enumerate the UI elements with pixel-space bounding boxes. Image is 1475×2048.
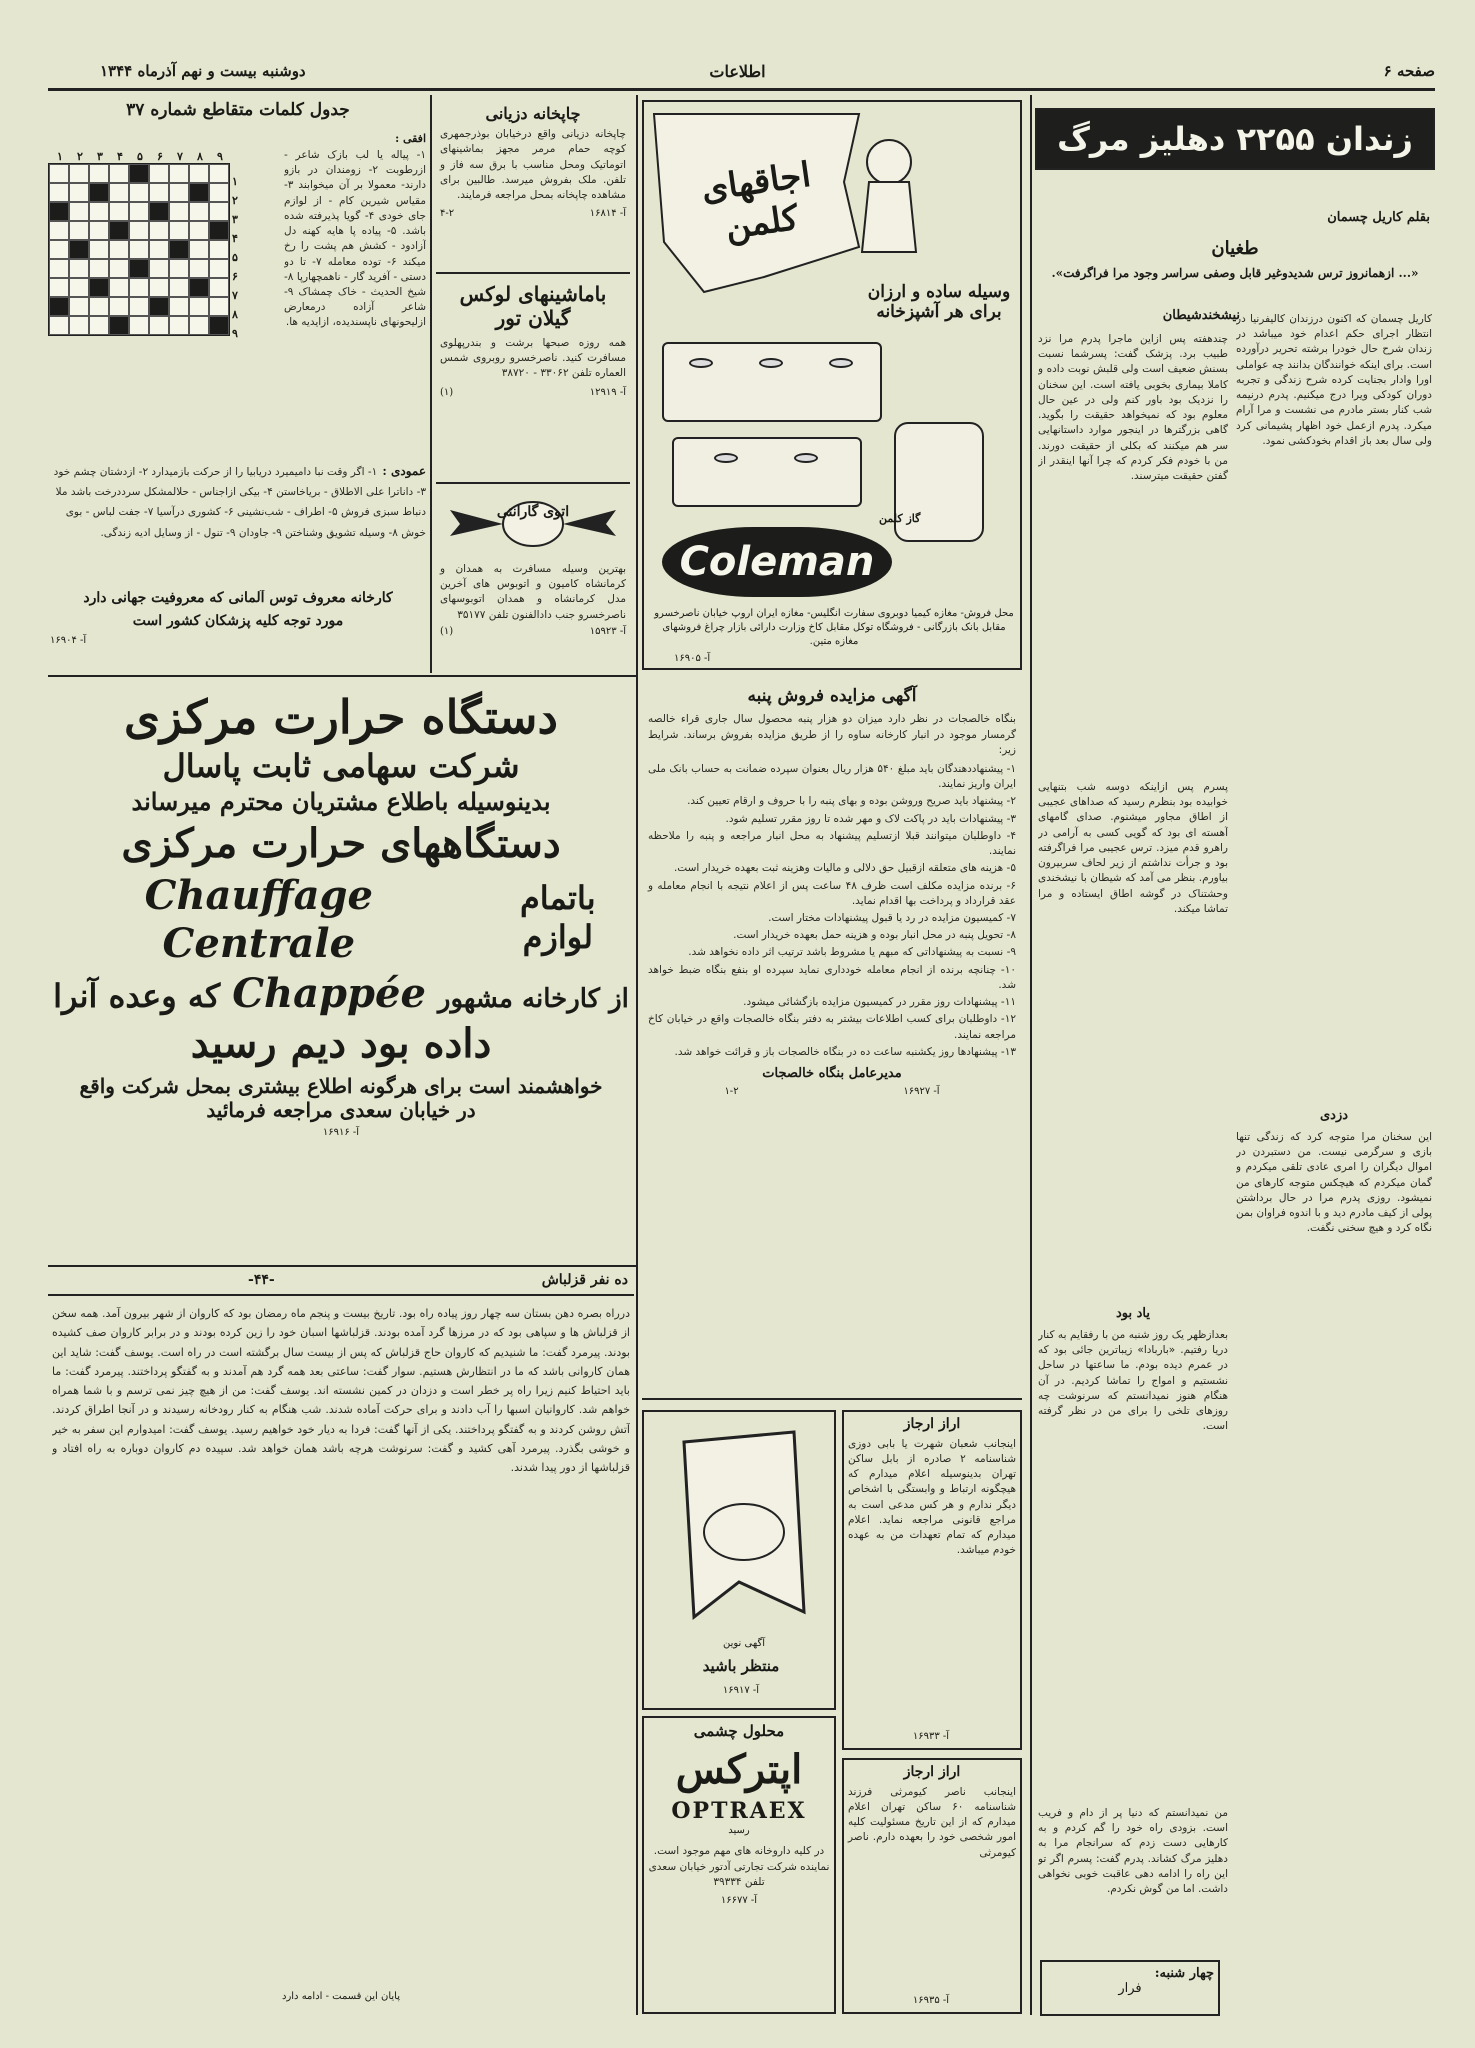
crossword-col-number: ۱ <box>57 150 63 163</box>
auction-item: ۶- برنده مزایده مکلف است ظرف ۴۸ ساعت پس از اعلام نتیجه با انجام معامله و عقد قرارداد و پرداخت بها اقدام نماید. <box>648 879 1016 907</box>
chef-body <box>862 182 916 252</box>
heating-promise: که وعده آنرا <box>53 977 221 1016</box>
crossword-cell[interactable] <box>89 259 109 278</box>
crossword-cell[interactable] <box>49 202 69 221</box>
crossword-cell[interactable] <box>49 221 69 240</box>
announcement-2-title: اراز ارجاز <box>903 1764 961 1780</box>
optraex-code: آ- ۱۶۶۷۷ <box>720 1895 758 1907</box>
crossword-cell[interactable] <box>189 278 209 297</box>
crossword-cell[interactable] <box>129 164 149 183</box>
coleman-brand-fa: اجاقهای کلمن <box>698 154 814 248</box>
announcement-2-code: آ- ۱۶۹۳۵ <box>912 1995 950 2006</box>
crossword-cell[interactable] <box>189 221 209 240</box>
crossword-cell[interactable] <box>129 278 149 297</box>
printing-house-text: چاپخانه دزیانی واقع درخیابان بوذرجمهری کوچه حمام مرمر مجهز بماشینهای اتوماتیک ومحل مناسب با برق سه فاز و تلفن. ملک بفروش میرسد. طالبین برای مشاهده چاپخانه بمحل مراجعه فرمایند. <box>440 128 626 202</box>
serial-text: درراه بصره دهن بستان سه چهار روز پیاده راه بود. تاریخ بیست و پنجم ماه رمضان بود که کاروان از شهر بیرون آمد. همه سخن از قزلباش ها و سپاهی بود که در مرزها گرد آمده بودند. قزلباشها اسبان خود را زین کرده بودند و در برابر کاروان صف کشیده بودند. پیرمرد گفت: ما شنیدیم که کاروان حاج قزلباش که پس از بیست سال برگشته است در راه است. یوسف گفت: شاید این همان کاروانی باشد که ما در انتظارش هستیم. سوار گفت: ساعتی بعد همه گرد هم آمدند و به گفتگو پرداختند. پیرمرد گفت: ما باید احتیاط کنیم زیرا راه پر خطر است و دزدان در کمین نشسته اند. یوسف گفت: من از هیچ چیز نمی ترسم و با شما همراه خواهم شد. کاروانیان اسبها را آب دادند و برای حرکت آماده شدند. شب هنگام به کنار رودخانه رسیدند و در آنجا اطراق کردند. آتش روشن کردند و به گفتگو پرداختند. یکی از آنها گفت: فردا به دیار خود خواهیم رسید. یوسف گفت: امیدوارم این سفر به خیر و خوشی بگذرد. پیرمرد آهی کشید و گفت: سرنوشت هرچه باشد همان خواهد شد. سپیده دم کاروان دوباره به راه افتاد و قزلباشها از دور پیدا شدند. <box>52 1307 630 1474</box>
bookmark-label: آگهی نوین <box>722 1638 765 1649</box>
transport-ad <box>436 488 630 672</box>
crossword-cell[interactable] <box>109 240 129 259</box>
printing-house-code: آ- ۱۶۸۱۴ <box>589 208 626 220</box>
prison-subhead-2: دزدی <box>1319 1108 1349 1123</box>
heating-product-fr: Chauffage Centrale <box>144 872 373 968</box>
auction-notice <box>642 680 1022 1400</box>
left-block-rule <box>48 675 636 677</box>
crossword-cell[interactable] <box>209 164 229 183</box>
transport-codes <box>440 625 626 639</box>
crossword-row-number: ۹ <box>232 327 238 340</box>
tus-line-1: کارخانه معروف توس آلمانی که معروفیت جهانی دارد <box>83 590 393 606</box>
crossword-cell[interactable] <box>209 240 229 259</box>
crossword-cell[interactable] <box>169 164 189 183</box>
crossword-col-number: ۶ <box>157 150 163 163</box>
auction-title: آگهی مزایده فروش پنبه <box>747 686 917 706</box>
auction-item: ۱۲- داوطلبان برای کسب اطلاعات بیشتر به دفتر بنگاه خالصجات واقع در خیابان کاخ مراجعه نمایند. <box>648 1013 1016 1041</box>
crossword-cell[interactable] <box>69 164 89 183</box>
column-rule-3 <box>430 95 432 673</box>
crossword-col-number: ۳ <box>97 150 103 163</box>
bus-code: آ- ۱۲۹۱۹ <box>589 386 626 398</box>
across-label: افقی : <box>395 132 426 145</box>
auction-item: ۳- پیشنهادات باید در پاکت لاک و مهر شده تا روز مقرر تسلیم شود. <box>725 812 1016 825</box>
bus-codes <box>440 386 626 400</box>
crossword-cell[interactable] <box>209 316 229 335</box>
heating-brand-line <box>48 970 634 1018</box>
bookmark-ad <box>642 1410 836 1710</box>
crossword-cell[interactable] <box>109 202 129 221</box>
crossword-cell[interactable] <box>69 183 89 202</box>
auction-signature: مدیرعامل بنگاه خالصجات <box>762 1065 902 1081</box>
prison-quote: «... ازهمانروز ترس شدیدوغیر قابل وصفی سراسر وجود مرا فراگرفت». <box>1051 266 1419 280</box>
bookmark-text: منتظر باشید <box>702 1657 780 1675</box>
bus-text: همه روزه صبحها برشت و بندرپهلوی مسافرت کنید. ناصرخسرو روبروی شمس العماره تلفن ۳۳۰۶۲ - ۳۸۷۲۰ <box>440 337 626 380</box>
optraex-title: محلول چشمی <box>693 1722 785 1740</box>
printing-house-ad <box>436 100 630 270</box>
column-rule-1 <box>1030 95 1032 2015</box>
crossword-cell[interactable] <box>49 164 69 183</box>
crossword-cell[interactable] <box>109 297 129 316</box>
crossword-across-label <box>230 132 426 145</box>
crossword-cell[interactable] <box>89 297 109 316</box>
coleman-caption: گاز کلمن <box>879 512 921 525</box>
crossword-cell[interactable] <box>169 297 189 316</box>
transport-logo-text: اتوی گارانتی <box>496 504 570 520</box>
crossword-row-number: ۱ <box>232 175 238 188</box>
crossword-grid-wrap <box>48 150 230 336</box>
coleman-logo: Coleman <box>662 527 892 597</box>
crossword-row-number: ۴ <box>232 232 238 245</box>
crossword-cell[interactable] <box>169 183 189 202</box>
crossword-cell[interactable] <box>109 259 129 278</box>
bus-ad <box>436 278 630 478</box>
newspaper-name: اطلاعات <box>709 62 766 81</box>
crossword-cell[interactable] <box>169 259 189 278</box>
heating-intro: بدینوسیله باطلاع مشتریان محترم میرساند <box>131 786 551 816</box>
crossword-cell[interactable] <box>189 240 209 259</box>
prison-author: بقلم کاریل چسمان <box>1327 210 1430 225</box>
transport-code: آ- ۱۵۹۲۳ <box>589 625 626 637</box>
auction-item: ۱۱- پیشنهادات روز مقرر در کمیسیون مزایده بازگشائی میشود. <box>743 996 1016 1009</box>
transport-text: بهترین وسیله مسافرت به همدان و کرمانشاه کامیون و اتوبوس های آخرین مدل کرمانشاه و همدان اتوبوسهای ناصرخسرو جنب دادالفنون تلفن ۳۵۱۷۷ <box>440 563 626 621</box>
crossword-col-number: ۵ <box>137 150 143 163</box>
crossword-cell[interactable] <box>89 202 109 221</box>
tus-ad <box>50 590 426 670</box>
tus-code: آ- ۱۶۹۰۴ <box>50 634 87 646</box>
crossword-title: جدول کلمات متقاطع شماره ۳۷ <box>126 100 350 120</box>
down-text: ۱- اگر وقت نبا دامیمیرد دریابیا را از حرکت بازمیدارد ۲- ازدشتان چشم خود ۳- داناترا علی الاطلاق - بریاخاستن ۴- بیکی ازاجناس - حلالمشکل سرددرخت باشد ملا دنباط سبزی فروش ۵- اطراف - شب‌نشینی ۶- کشوری درآسیا ۷- جفت لباس - بوی خوش ۸- وسیله تشویق وشناختن ۹- جاودان ۹- تنول - از وسایل ادیه زندگی. <box>53 466 426 539</box>
down-label: عمودی : <box>382 464 426 478</box>
crossword-cell[interactable] <box>129 297 149 316</box>
auction-item: ۸- تحویل پنبه در محل انبار بوده و هزینه حمل بعهده خریدار است. <box>733 929 1016 942</box>
serial-title: ده نفر قزلباش <box>541 1272 628 1288</box>
bookmark-shape <box>684 1432 804 1617</box>
crossword-cell[interactable] <box>189 259 209 278</box>
crossword-cell[interactable] <box>149 221 169 240</box>
crossword-cell[interactable] <box>69 316 89 335</box>
rule-printing <box>436 272 630 274</box>
printing-house-code-2: ۴-۲ <box>440 208 455 220</box>
prison-title: زندان ۲۲۵۵ دهلیز مرگ <box>1057 120 1413 158</box>
stove-image-1 <box>662 342 882 422</box>
prison-subhead-3: یاد بود <box>1115 1306 1151 1321</box>
heating-delivered: داده بود دیم رسید <box>190 1020 492 1068</box>
crossword-row-number: ۵ <box>232 251 238 264</box>
announcement-1 <box>842 1410 1022 1750</box>
bus-title: باماشینهای لوکس گیلان تور <box>459 282 607 330</box>
winged-logo <box>440 492 626 556</box>
coleman-address: محل فروش- مغازه کیمیا دوبروی سفارت انگلیس- مغازه ایران اروپ خیابان ناصرخسرو مقابل بانک بازرگانی - فروشگاه توکل مقابل کاخ وزارت دارائی بازار چراغ فروشهای مغازه متین. <box>654 608 1014 647</box>
coleman-slogan: وسیله ساده و ارزان برای هر آشپزخانه <box>867 282 1011 323</box>
prison-section: طغیان <box>1211 238 1259 259</box>
crossword-cell[interactable] <box>209 221 229 240</box>
heating-footer: خواهشمند است برای هرگونه اطلاع بیشتری بمحل شرکت واقع در خیابان سعدی مراجعه فرمائید <box>79 1074 603 1123</box>
auction-code: آ- ۱۶۹۲۷ <box>903 1085 940 1097</box>
chef-head <box>867 140 911 184</box>
prison-title-banner <box>1035 108 1435 170</box>
crossword-cell[interactable] <box>209 297 229 316</box>
announcement-1-title: اراز ارجاز <box>903 1416 961 1432</box>
optraex-brand-fa: اپترکس <box>675 1746 803 1793</box>
crossword-col-number: ۷ <box>177 150 183 163</box>
auction-codes <box>642 1085 1022 1099</box>
crossword-cell[interactable] <box>149 297 169 316</box>
crossword-cell[interactable] <box>69 221 89 240</box>
auction-items <box>642 762 1022 1060</box>
announcement-2 <box>842 1758 1022 2014</box>
continued-value: فرار <box>1118 1981 1142 1996</box>
heating-product: دستگاههای حرارت مرکزی <box>121 820 561 868</box>
crossword-col-number: ۲ <box>77 150 83 163</box>
continued-label: چهار شنبه: <box>1154 1966 1214 1981</box>
issue-date: دوشنبه بیست و نهم آذرماه ۱۳۴۴ <box>100 62 306 80</box>
crossword-cell[interactable] <box>89 316 109 335</box>
crossword-cell[interactable] <box>169 221 189 240</box>
crossword-cell[interactable] <box>109 316 129 335</box>
crossword-cell[interactable] <box>149 259 169 278</box>
serial-number: -۴۴- <box>248 1272 275 1288</box>
announcement-1-code: آ- ۱۶۹۳۳ <box>912 1731 950 1742</box>
crossword-cell[interactable] <box>169 278 189 297</box>
auction-code-2: ۱-۲ <box>724 1085 739 1097</box>
heating-product-line <box>48 872 634 968</box>
crossword-cell[interactable] <box>129 316 149 335</box>
optraex-brand-en: OPTRAEX <box>671 1798 807 1824</box>
crossword-col-number: ۴ <box>117 150 123 163</box>
auction-item: ۲- پیشنهاد باید صریح وروشن بوده و بهای پنبه را با حروف و ارقام تعیین کند. <box>687 795 1016 808</box>
heating-factory: از کارخانه مشهور <box>437 984 629 1015</box>
heating-with-parts: باتمام لوازم <box>519 879 596 956</box>
serial-footer: پایان این قسمت - ادامه دارد <box>282 1991 400 2002</box>
auction-item: ۴- داوطلبان میتوانند قبلا ازتسلیم پیشنهاد به محل انبار مراجعه و پنبه را ملاحظه نمایند. <box>648 829 1016 858</box>
heating-company: شرکت سهامی ثابت پاسال <box>162 747 520 786</box>
crossword-cell[interactable] <box>209 259 229 278</box>
crossword-cell[interactable] <box>129 183 149 202</box>
prison-continued-box <box>1040 1960 1220 2016</box>
crossword-row-number: ۳ <box>232 213 238 226</box>
crossword-cell[interactable] <box>69 240 89 259</box>
crossword-row-number: ۶ <box>232 270 238 283</box>
crossword-cell[interactable] <box>149 240 169 259</box>
prison-subhead: نیشخندشیطان <box>1162 308 1240 323</box>
header-rule <box>48 88 1435 91</box>
crossword-cell[interactable] <box>209 278 229 297</box>
crossword-grid <box>48 163 230 336</box>
crossword-row-number: ۷ <box>232 289 238 302</box>
crossword-row-numbers <box>232 172 238 343</box>
auction-item: ۱- پیشنهاددهندگان باید مبلغ ۵۴۰ هزار ریال بعنوان سپرده ضمانت به حساب بانک ملی ایران واریز نمایند. <box>648 763 1017 791</box>
crossword-cell[interactable] <box>169 202 189 221</box>
crossword-row-number: ۲ <box>232 194 238 207</box>
crossword-cell[interactable] <box>149 278 169 297</box>
crossword-cell[interactable] <box>129 259 149 278</box>
crossword-cell[interactable] <box>189 297 209 316</box>
crossword-cell[interactable] <box>49 297 69 316</box>
crossword-cell[interactable] <box>89 278 109 297</box>
crossword-cell[interactable] <box>89 164 109 183</box>
announcement-2-text: اینجانب ناصر کیومرثی فرزند شناسنامه ۶۰ ساکن تهران اعلام میدارم که از این تاریخ مسئولیت کلیه امور شخصی خود را بعهده دارم. ناصر کیومرثی <box>848 1785 1016 1859</box>
crossword-cell[interactable] <box>129 202 149 221</box>
auction-item: ۵- هزینه های متعلقه ازقبیل حق دلالی و مالیات وهزینه ثبت بعهده خریدار است. <box>673 862 1016 875</box>
crossword-cell[interactable] <box>169 316 189 335</box>
crossword-cell[interactable] <box>49 316 69 335</box>
bookmark-art <box>644 1412 836 1642</box>
printing-house-codes <box>440 207 626 221</box>
printing-house-title: چاپخانه دزیانی <box>485 104 581 123</box>
prison-text-1: کاریل چسمان که اکنون درزندان کالیفرنیا در انتظار اجرای حکم اعدام خود میباشد در زندان شرح حال خودرا برشته تحریر درآورده است. برای اینکه خوانندگان بدانند چه عواملی اورا وادار بجنایت کرده شرح زندگی و تجربه دوران کودکی ویرا درج میکنیم. پدرم درنیمه شب کنار بستر مادرم می نشست و مرا آرام میکرد. پدرم ازعمل خود اظهار پشیمانی کرد ولی سال بعد باز اقدام بخودکشی نمود. <box>1236 313 1432 447</box>
crossword-cell[interactable] <box>169 240 189 259</box>
crossword-cell[interactable] <box>129 221 149 240</box>
crossword-down <box>50 460 426 541</box>
auction-item: ۱۳- پیشنهادها روز یکشنبه ساعت ده در بنگاه خالصجات باز و قرائت خواهد شد. <box>674 1045 1016 1058</box>
prison-text-6: من نمیدانستم که دنیا پر از دام و فریب است. بزودی راه خود را گم کردم و به کارهایی دست زدم که سرانجام مرا به دهلیز مرگ کشاند. پدرم گفت: پسرم اگر تو این راه را ادامه دهی عاقبت خوبی نخواهی داشت. اما من گوش نکردم. <box>1038 1807 1228 1896</box>
crossword-cell[interactable] <box>49 278 69 297</box>
crossword-cell[interactable] <box>149 164 169 183</box>
crossword-cell[interactable] <box>69 202 89 221</box>
rule-bus <box>436 482 630 484</box>
crossword-cell[interactable] <box>49 183 69 202</box>
crossword-cell[interactable] <box>109 183 129 202</box>
crossword-cell[interactable] <box>69 278 89 297</box>
auction-item: ۷- کمیسیون مزایده در رد یا قبول پیشنهادات مختار است. <box>768 912 1016 925</box>
crossword-col-number: ۹ <box>217 150 223 163</box>
crossword-cell[interactable] <box>109 278 129 297</box>
serial-header <box>48 1272 634 1296</box>
crossword-cell[interactable] <box>129 240 149 259</box>
crossword-column-numbers <box>48 150 230 163</box>
stove-image-2 <box>672 437 862 507</box>
crossword-cell[interactable] <box>149 316 169 335</box>
crossword-cell[interactable] <box>189 183 209 202</box>
crossword-cell[interactable] <box>209 202 229 221</box>
heating-title: دستگاه حرارت مرکزی <box>124 690 558 744</box>
tus-line-2: مورد توجه کلیه پزشکان کشور است <box>132 612 344 629</box>
crossword-cell[interactable] <box>89 221 109 240</box>
announcement-1-text: اینجانب شعبان شهرت یا بابی دوزی شناسنامه ۲ صادره از بابل ساکن تهران بدینوسیله اعلام میدارم که هیچگونه ارتباط و وابستگی با اشخاص دیگر ندارم و هر کس مدعی است به مراجع قانونی مراجعه نماید. اعلام میدارم که تمام تعهدات من به عهده خودم میباشد. <box>848 1437 1016 1557</box>
heating-brand: Chappée <box>232 970 426 1018</box>
coleman-ad <box>642 100 1022 670</box>
auction-item: ۱۰- چنانچه برنده از انجام معامله خودداری نماید سپرده او بنفع بنگاه ضبط خواهد شد. <box>648 963 1016 991</box>
optraex-tag: رسید <box>728 1825 750 1837</box>
prison-text-3: پسرم پس ازاینکه دوسه شب بتنهایی خوابیده بود بنظرم رسید که صداهای عجیبی از اطاق مجاور میشنوم. صدای گامهای آهسته ای بود که گویی کسی به آرامی در راهرو قدم میزد. ترس عجیبی مرا فراگرفته بود و جرأت نداشتم از زیر لحاف سربیرون بیاورم. بنظر می آمد که شیطان با نیشخندی وحشتناک در گوشه اطاق ایستاده و مرا تماشا میکند. <box>1038 781 1228 915</box>
prison-text-2: چندهفته پس ازاین ماجرا پدرم مرا نزد طبیب برد. پزشک گفت: پسرشما نسبت بسنش ضعیف است ولی قلبش نوبت داده و کاملا بیماری بخوبی یافته است. این سخنان را نزدیک بود باور کنم ولی در عین حال معلوم بود که نمیخواهد حقیقت را بگوید. گاهی بزرگترها در اینجور موارد داستانهایی سر هم میکنند که بکلی از حقیقت دورند. من با خودم فکر کردم که چرا آنها اینقدر از گفتن حقیقت میترسند. <box>1038 333 1228 482</box>
transport-code-2: (۱) <box>440 625 454 637</box>
crossword-cell[interactable] <box>49 240 69 259</box>
serial-top-rule <box>48 1265 636 1267</box>
crossword-cell[interactable] <box>49 259 69 278</box>
crossword-across-text: ۱- پیاله یا لب بازک شاعر - ازرطوبت ۲- زومندان در بازو دارند- معمولا بر آن میخوابند ۳- مقیاس شیرین کام - از لوازم جای خودی ۴- گویا پذیرفته شده باشد. ۵- پیاده پا هایه کهنه دل آزادود - کشش هم پشت را رخ میکند ۶- توده معامله ۷- تا دو دستی - آفرید گار - ناهمچهارپا ۸- شیخ الحدیث - خاک چمشاک ۹- شاعر آزاده درمعارض ازلیحونهای ناپسندیده، ازایدیه ها. <box>284 149 426 329</box>
prison-text-5: بعدازظهر یک روز شنبه من با رفقایم به کنار دریا رفتیم. «باربادا» زیباترین جائی بود که در عمرم دیده بودم. ما ساعتها در ساحل نشستیم و امواج را تماشا کردیم. در آن هنگام هنوز نمیدانستم که سرنوشت چه روزهای تلخی را برای من در نظر گرفته است. <box>1038 1329 1228 1433</box>
crossword-cell[interactable] <box>109 164 129 183</box>
auction-intro: بنگاه خالصجات در نظر دارد میزان دو هزار پنبه محصول سال جاری قراء خالصه گرمسار موجود در انبار کارخانه ساوه را از طریق مزایده بفروش برساند. شرایط زیر: <box>648 713 1016 756</box>
crossword-cell[interactable] <box>189 164 209 183</box>
crossword-cell[interactable] <box>189 316 209 335</box>
auction-item: ۹- نسبت به پیشنهاداتی که مبهم یا مشروط باشد ترتیب اثر داده نخواهد شد. <box>688 946 1016 959</box>
crossword-cell[interactable] <box>149 202 169 221</box>
page-number: صفحه ۶ <box>1383 62 1435 80</box>
bookmark-code: آ- ۱۶۹۱۷ <box>722 1685 760 1696</box>
crossword-cell[interactable] <box>89 183 109 202</box>
bus-code-2: (۱) <box>440 386 454 398</box>
crossword-cell[interactable] <box>149 183 169 202</box>
crossword-cell[interactable] <box>69 297 89 316</box>
crossword-row-number: ۸ <box>232 308 238 321</box>
crossword-cell[interactable] <box>69 259 89 278</box>
optraex-text: در کلیه داروخانه های مهم موجود است. نماینده شرکت تجارتی آدتور خیابان سعدی تلفن ۳۹۳۳۴ <box>648 1845 830 1888</box>
heating-ad <box>48 684 634 1259</box>
crossword-col-number: ۸ <box>197 150 203 163</box>
column-rule-2 <box>636 95 638 2015</box>
optraex-ad <box>642 1716 836 2014</box>
crossword-cell[interactable] <box>209 183 229 202</box>
heating-code: آ- ۱۶۹۱۶ <box>322 1127 360 1139</box>
crossword-cell[interactable] <box>189 202 209 221</box>
prison-text-4: این سخنان مرا متوجه کرد که زندگی تنها بازی و سرگرمی نیست. من دستبردن در اموال دیگران را امری عادی تلقی میکردم و گمان میکردم که هیچکس متوجه کارهای من نمیشود. روزی پدرم مرا در حال برداشتن پولی از کیف مادرم دید و با اندوه فراوان بمن نگاه کرد و هیچ سخنی نگفت. <box>1236 1131 1432 1235</box>
crossword-cell[interactable] <box>89 240 109 259</box>
coleman-code: آ- ۱۶۹۰۵ <box>674 653 711 664</box>
crossword-cell[interactable] <box>109 221 129 240</box>
